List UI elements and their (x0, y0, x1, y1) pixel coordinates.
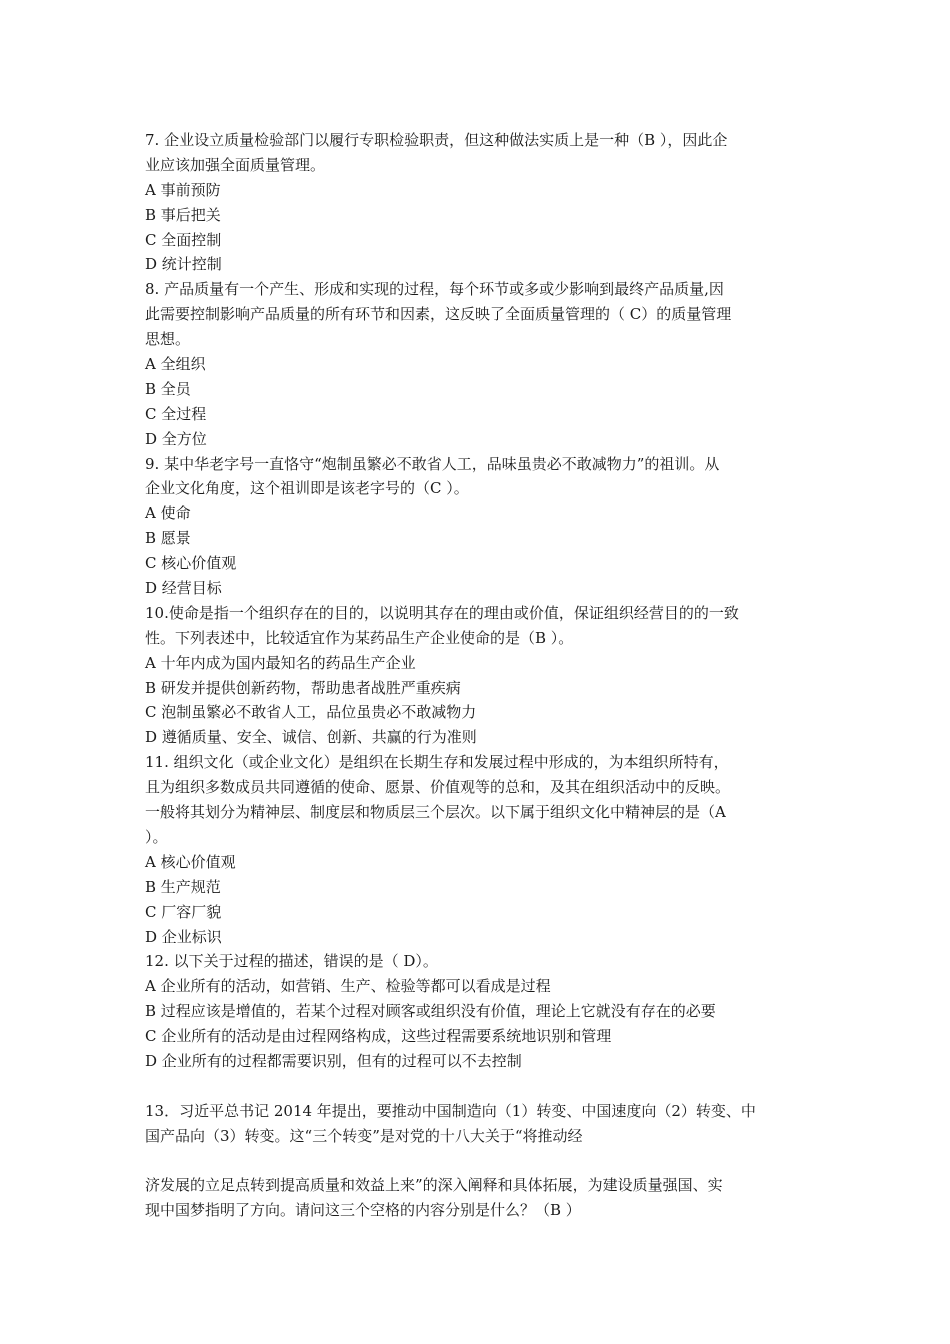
question-10-option-c: C 泡制虽繁必不敢省人工，品位虽贵必不敢减物力 (145, 703, 477, 722)
question-10-stem-line: 性。下列表述中，比较适宜作为某药品生产企业使命的是（B ）。 (145, 628, 574, 647)
question-7-stem-line: 业应该加强全面质量管理。 (145, 155, 326, 174)
question-11-option-c: C 厂容厂貌 (145, 902, 222, 921)
question-13-stem-line: 现中国梦指明了方向。请问这三个空格的内容分别是什么？（B ） (145, 1201, 581, 1220)
question-12-option-b: B 过程应该是增值的，若某个过程对顾客或组织没有价值，理论上它就没有存在的必要 (145, 1002, 716, 1021)
question-13-stem-line: 济发展的立足点转到提高质量和效益上来”的深入阐释和具体拓展，为建设质量强国、实 (145, 1176, 723, 1195)
question-12-stem-line: 12. 以下关于过程的描述，错误的是（ D）。 (145, 952, 438, 971)
question-8-stem-line: 8. 产品质量有一个产生、形成和实现的过程，每个环节或多或少影响到最终产品质量,因 (145, 280, 724, 299)
question-11-stem-line: ）。 (145, 827, 168, 846)
question-8-stem-line: 思想。 (145, 330, 191, 349)
question-9-option-c: C 核心价值观 (145, 554, 237, 573)
question-10-option-b: B 研发并提供创新药物，帮助患者战胜严重疾病 (145, 678, 461, 697)
question-7-stem-line: 7. 企业设立质量检验部门以履行专职检验职责，但这种做法实质上是一种（B ），因此企 (145, 131, 728, 149)
question-11-option-b: B 生产规范 (145, 877, 221, 896)
question-8-option-d: D 全方位 (145, 429, 207, 448)
question-9-option-d: D 经营目标 (145, 579, 222, 598)
question-12-option-a: A 企业所有的活动，如营销、生产、检验等都可以看成是过程 (145, 977, 551, 996)
question-13-stem-line: 13．习近平总书记 2014 年提出，要推动中国制造向（1）转变、中国速度向（2）转变、中 (145, 1101, 756, 1120)
question-13-stem-line: 国产品向（3）转变。这“三个转变”是对党的十八大关于“将推动经 (145, 1126, 583, 1145)
question-9-stem-line: 企业文化角度，这个祖训即是该老字号的（C ）。 (145, 479, 469, 498)
question-11-stem-line: 一般将其划分为精神层、制度层和物质层三个层次。以下属于组织文化中精神层的是（A (145, 803, 726, 822)
question-9 (145, 452, 810, 601)
question-9-stem-line: 9. 某中华老字号一直恪守“炮制虽繁必不敢省人工，品味虽贵必不敢减物力”的祖训。从 (145, 454, 720, 473)
question-12-option-c: C 企业所有的活动是由过程网络构成，这些过程需要系统地识别和管理 (145, 1027, 612, 1046)
question-8-stem-line: 此需要控制影响产品质量的所有环节和因素，这反映了全面质量管理的（ C）的质量管理 (145, 305, 732, 324)
question-10-stem-line: 10.使命是指一个组织存在的目的，以说明其存在的理由或价值，保证组织经营目的的一致 (145, 603, 739, 622)
question-11-option-a: A 核心价值观 (145, 852, 236, 871)
question-13 (145, 1099, 810, 1223)
question-10-option-a: A 十年内成为国内最知名的药品生产企业 (145, 653, 416, 672)
question-12 (145, 949, 810, 1073)
question-10 (145, 601, 810, 750)
question-8 (145, 277, 810, 451)
document-body (145, 128, 810, 1223)
question-7-option-d: D 统计控制 (145, 255, 222, 274)
paragraph-spacer (145, 1149, 810, 1174)
question-12-option-d: D 企业所有的过程都需要识别，但有的过程可以不去控制 (145, 1051, 522, 1070)
question-8-option-a: A 全组织 (145, 355, 206, 374)
question-8-option-b: B 全员 (145, 379, 191, 398)
paragraph-spacer (145, 1074, 810, 1099)
question-11-stem-line: 11. 组织文化（或企业文化）是组织在长期生存和发展过程中形成的，为本组织所特有， (145, 753, 729, 772)
question-7 (145, 128, 810, 277)
question-11 (145, 750, 810, 949)
question-9-option-a: A 使命 (145, 504, 191, 523)
question-8-option-c: C 全过程 (145, 404, 207, 423)
question-7-option-a: A 事前预防 (145, 180, 221, 199)
question-7-option-b: B 事后把关 (145, 205, 221, 224)
question-7-option-c: C 全面控制 (145, 230, 222, 249)
question-11-option-d: D 企业标识 (145, 927, 222, 946)
question-11-stem-line: 且为组织多数成员共同遵循的使命、愿景、价值观等的总和，及其在组织活动中的反映。 (145, 778, 731, 797)
question-10-option-d: D 遵循质量、安全、诚信、创新、共赢的行为准则 (145, 728, 477, 747)
question-9-option-b: B 愿景 (145, 529, 191, 548)
